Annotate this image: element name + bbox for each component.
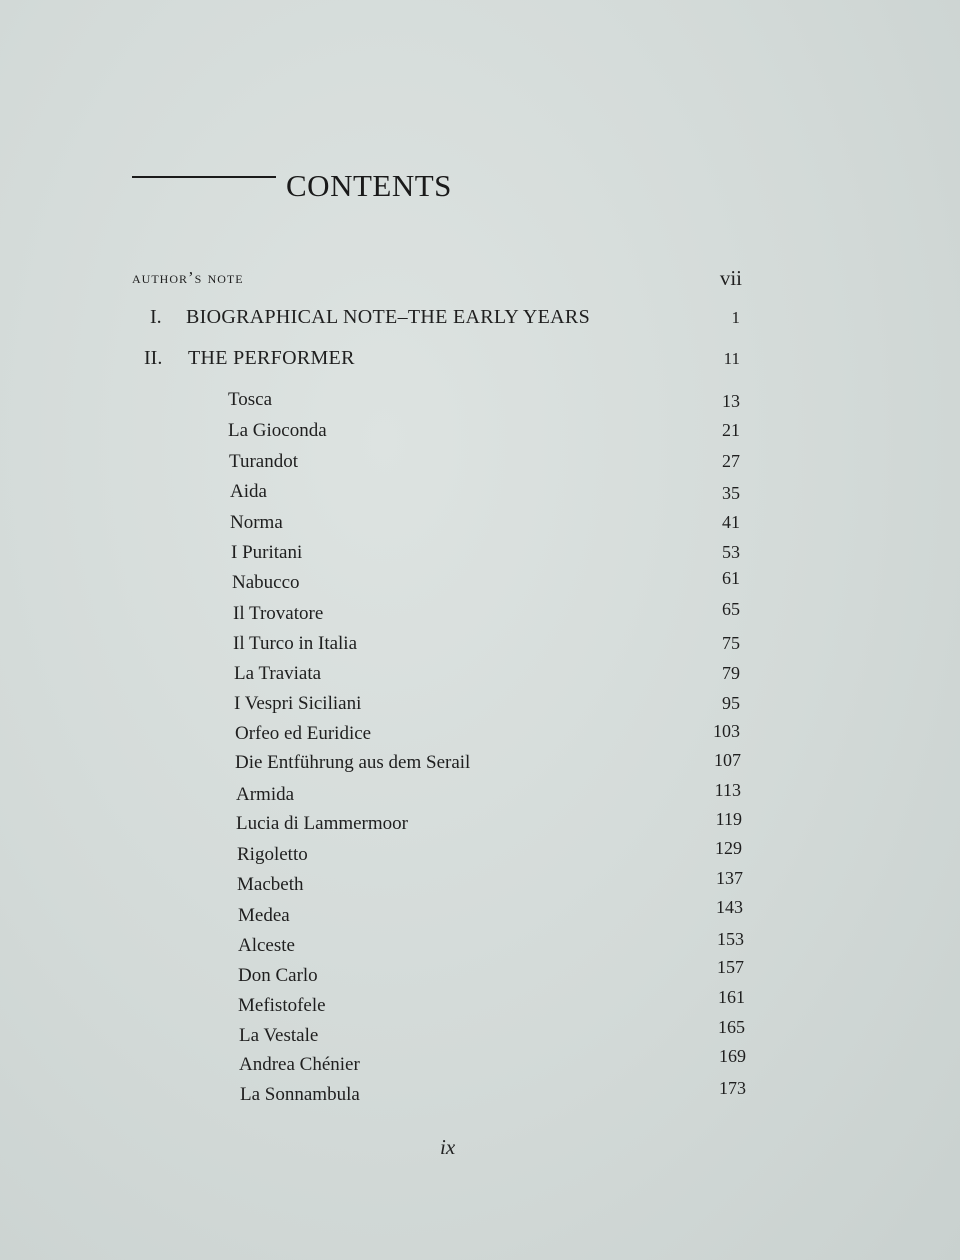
toc-entry-title: Turandot [229, 451, 298, 472]
toc-entry [238, 929, 744, 959]
toc-entry-title: Orfeo ed Euridice [235, 723, 372, 744]
toc-section-1 [150, 306, 740, 332]
toc-entry [229, 451, 740, 475]
toc-entry-page: 143 [716, 897, 743, 917]
toc-entry-page: 107 [714, 750, 741, 770]
toc-entry-title: author’s note [132, 268, 244, 287]
toc-entry-page: 35 [722, 483, 740, 503]
toc-entry-page: vii [719, 266, 742, 290]
toc-entry [234, 663, 740, 687]
toc-entry-page: 119 [715, 809, 742, 829]
section-page: 11 [723, 349, 740, 368]
toc-entry-page: 65 [722, 599, 740, 619]
toc-entry-title: Norma [230, 512, 283, 533]
toc-entry-title: Andrea Chénier [239, 1054, 360, 1075]
toc-entry-title: La Traviata [234, 663, 322, 684]
toc-entry [234, 693, 740, 717]
toc-entry-title: I Puritani [231, 542, 303, 563]
toc-entry-page: 113 [714, 780, 741, 800]
toc-entry-title: Aida [230, 481, 267, 502]
toc-entry-title: Il Turco in Italia [233, 633, 358, 654]
toc-entry-title: Mefistofele [238, 995, 326, 1016]
toc-entry-page: 153 [717, 929, 744, 949]
toc-entry-title: La Vestale [239, 1025, 319, 1046]
toc-entry-title: Medea [238, 905, 290, 926]
toc-entry-title: Lucia di Lammermoor [236, 813, 408, 834]
toc-entry-page: 13 [722, 391, 740, 411]
toc-entry [239, 1046, 746, 1078]
toc-entry-title: Nabucco [232, 572, 300, 593]
toc-entry-title: Die Entführung aus dem Serail [235, 752, 471, 773]
toc-entry [238, 897, 743, 929]
toc-entry [230, 481, 740, 505]
toc-entry-page: 95 [722, 693, 740, 713]
toc-entry-page: 53 [722, 542, 740, 562]
toc-entry [235, 752, 741, 776]
toc-entry-title: Alceste [238, 935, 295, 956]
toc-entry-page: 165 [718, 1017, 745, 1037]
toc-entry [237, 838, 742, 868]
toc-entry [230, 512, 740, 536]
toc-entry-page: 41 [722, 512, 740, 532]
section-numeral: II. [144, 347, 163, 369]
toc-entry-page: 137 [716, 868, 743, 888]
toc-entry-title: Don Carlo [238, 965, 318, 986]
section-title: THE PERFORMER [188, 347, 355, 369]
toc-entry [239, 1017, 745, 1049]
toc-entry-title: La Sonnambula [240, 1084, 360, 1105]
toc-entry-page: 79 [722, 663, 740, 683]
toc-entry-title: I Vespri Siciliani [234, 693, 362, 714]
toc-entry-page: 173 [719, 1078, 746, 1098]
section-page: 1 [731, 308, 740, 327]
page-number: ix [440, 1135, 456, 1159]
toc-entry-page: 103 [713, 721, 740, 741]
toc-entry-title: La Gioconda [228, 420, 327, 441]
toc-entry [232, 568, 740, 596]
toc-entry-title: Rigoletto [237, 844, 308, 865]
toc-entry-authors-note [132, 266, 742, 290]
toc-entry [238, 957, 744, 989]
toc-entry [233, 599, 740, 627]
toc-entry-page: 21 [722, 420, 740, 440]
toc-entry-title: Il Trovatore [233, 603, 324, 624]
section-numeral: I. [150, 306, 162, 328]
toc-entry [235, 723, 740, 747]
page-title: CONTENTS [286, 168, 452, 203]
toc-entry-page: 129 [715, 838, 742, 858]
toc-entry [233, 633, 740, 657]
toc-entry-page: 61 [722, 568, 740, 588]
toc-entry-title: Armida [236, 784, 295, 805]
toc-entry [236, 809, 742, 837]
toc-entry [228, 420, 740, 444]
toc-entry [231, 542, 740, 566]
toc-entry-page: 161 [718, 987, 745, 1007]
toc-entry [228, 389, 740, 413]
toc-entry-page: 157 [717, 957, 744, 977]
toc-entry [237, 868, 743, 898]
toc-entry-title: Tosca [228, 389, 273, 410]
toc-section-2 [144, 347, 740, 373]
toc-entry [238, 987, 745, 1019]
toc-entry-page: 75 [722, 633, 740, 653]
toc-entry-page: 27 [722, 451, 740, 471]
heading-rule [132, 176, 276, 178]
toc-entry [236, 780, 741, 808]
toc-entry [240, 1078, 746, 1108]
toc-entry-title: Macbeth [237, 874, 304, 895]
section-title: BIOGRAPHICAL NOTE–THE EARLY YEARS [186, 306, 590, 328]
toc-entry-page: 169 [719, 1046, 746, 1066]
